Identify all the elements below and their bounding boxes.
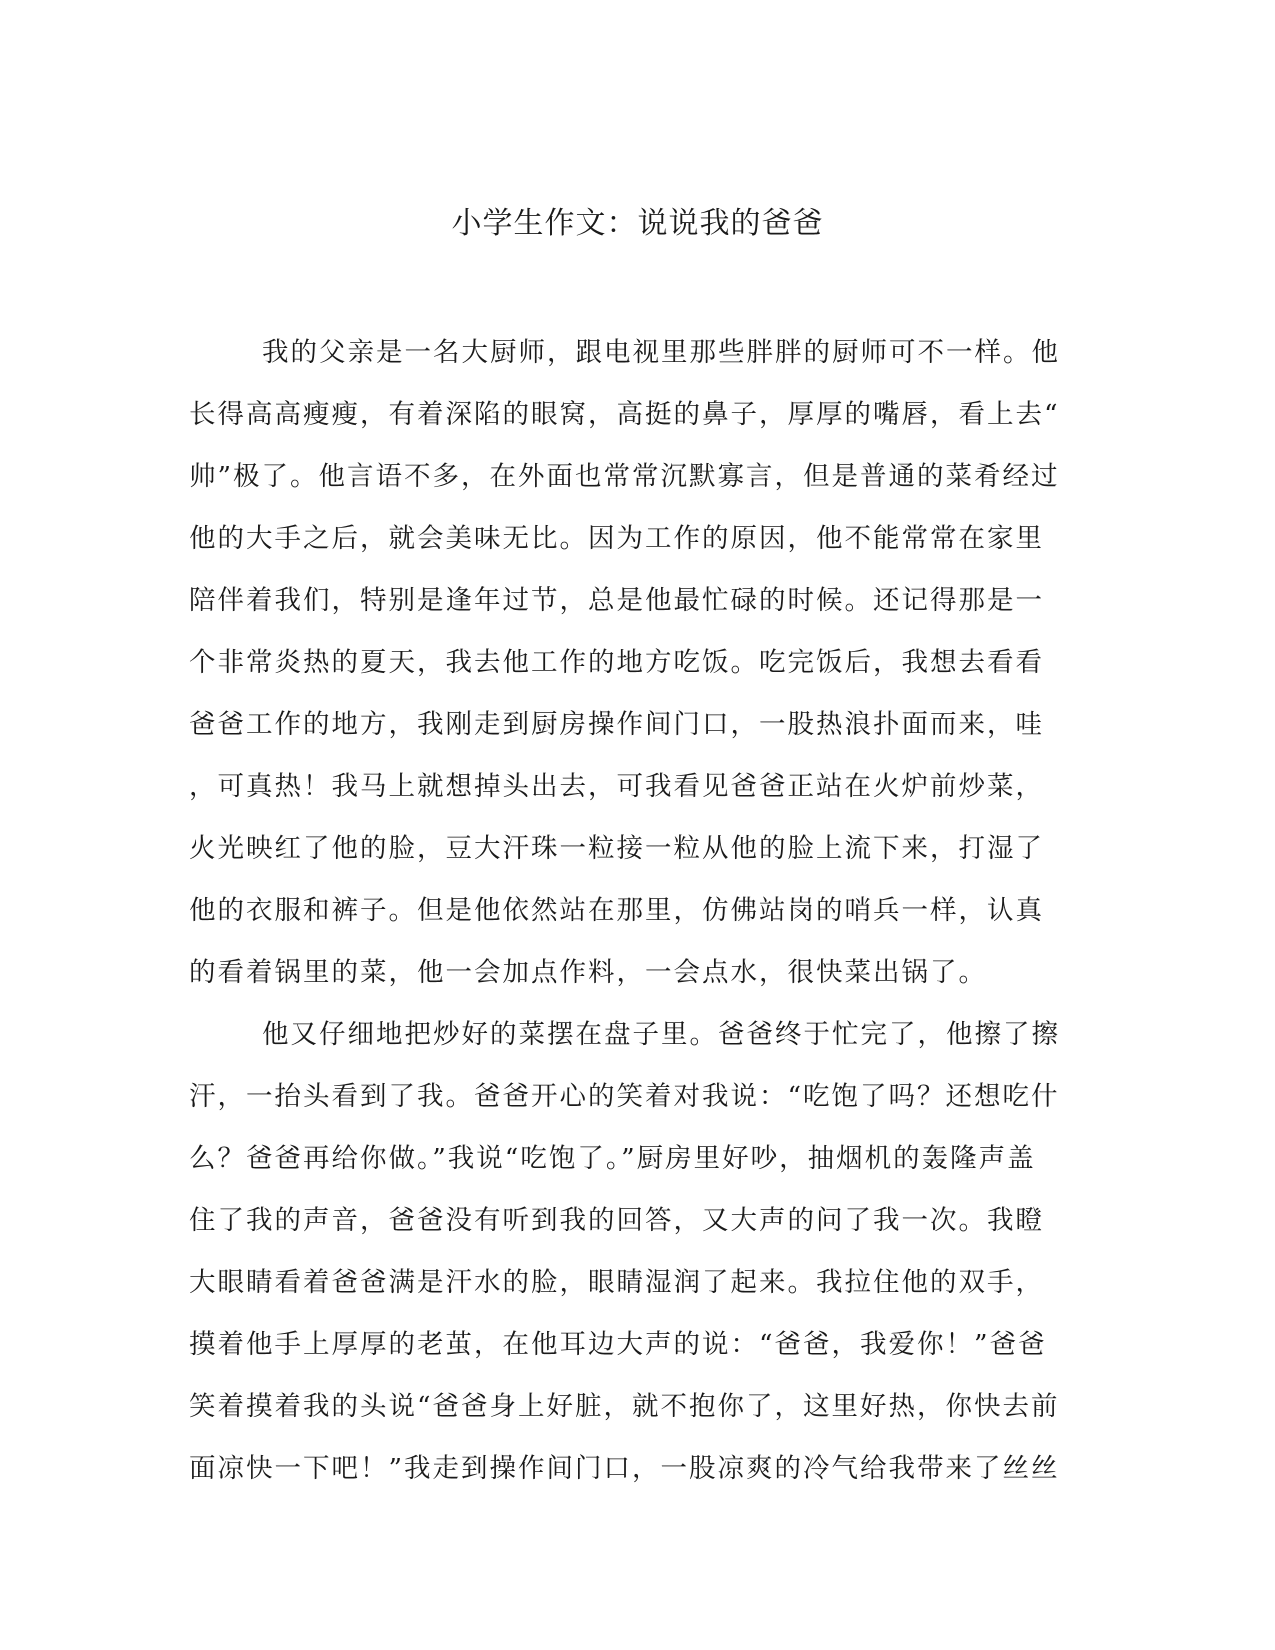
text-line: 的看着锅里的菜，他一会加点作料，一会点水，很快菜出锅了。 [189,957,987,988]
text-line: 他的大手之后，就会美味无比。因为工作的原因，他不能常常在家里 [189,523,1044,554]
text-line: 大眼睛看着爸爸满是汗水的脸，眼睛湿润了起来。我拉住他的双手， [189,1267,1044,1298]
text-line: 火光映红了他的脸，豆大汗珠一粒接一粒从他的脸上流下来，打湿了 [189,833,1044,864]
text-line: 汗，一抬头看到了我。爸爸开心的笑着对我说：“吃饱了吗？还想吃什 [189,1081,1060,1112]
text-line: 陪伴着我们，特别是逢年过节，总是他最忙碌的时候。还记得那是一 [189,585,1044,616]
text-line: 帅”极了。他言语不多，在外面也常常沉默寡言，但是普通的菜肴经过 [189,461,1060,492]
text-line: ，可真热！我马上就想掉头出去，可我看见爸爸正站在火炉前炒菜， [189,771,1044,802]
text-line: 摸着他手上厚厚的老茧，在他耳边大声的说：“爸爸，我爱你！”爸爸 [189,1329,1047,1360]
essay-body [189,322,1073,1500]
text-line: 笑着摸着我的头说“爸爸身上好脏，就不抱你了，这里好热，你快去前 [189,1391,1060,1422]
text-line: 住了我的声音，爸爸没有听到我的回答，又大声的问了我一次。我瞪 [189,1205,1044,1236]
text-line: 爸爸工作的地方，我刚走到厨房操作间门口，一股热浪扑面而来，哇 [189,709,1044,740]
text-line: 我的父亲是一名大厨师，跟电视里那些胖胖的厨师可不一样。他 [262,337,1060,368]
text-line: 长得高高瘦瘦，有着深陷的眼窝，高挺的鼻子，厚厚的嘴唇，看上去“ [189,399,1060,430]
text-line: 他又仔细地把炒好的菜摆在盘子里。爸爸终于忙完了，他擦了擦 [262,1019,1060,1050]
text-line: 他的衣服和裤子。但是他依然站在那里，仿佛站岗的哨兵一样，认真 [189,895,1044,926]
text-line: 么？爸爸再给你做。”我说“吃饱了。”厨房里好吵，抽烟机的轰隆声盖 [189,1143,1036,1174]
text-line: 面凉快一下吧！”我走到操作间门口，一股凉爽的冷气给我带来了丝丝 [189,1453,1060,1484]
document-title: 小学生作文：说说我的爸爸 [451,206,824,241]
text-line: 个非常炎热的夏天，我去他工作的地方吃饭。吃完饭后，我想去看看 [189,647,1044,678]
